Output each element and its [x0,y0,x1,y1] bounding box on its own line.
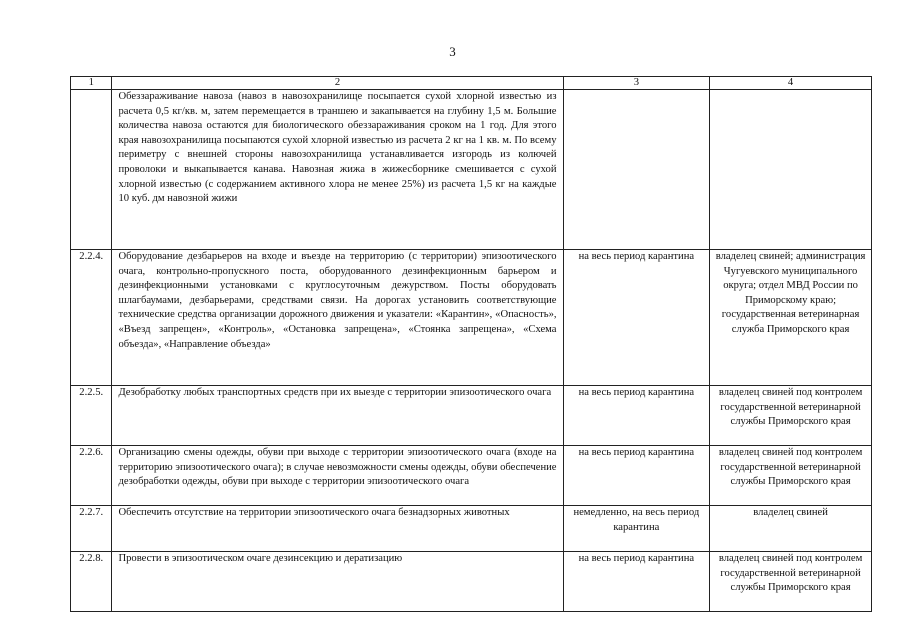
table-row [71,506,872,552]
row-description: Дезобработку любых транспортных средств при их выезде с территории эпизоотического очага [112,386,563,446]
row-number: 2.2.8. [71,552,112,612]
table-row [71,90,872,250]
row-period [563,90,710,250]
table-header-row [71,77,872,90]
table-row [71,250,872,386]
row-period: немедленно, на весь период карантина [563,506,710,552]
row-number: 2.2.5. [71,386,112,446]
measures-table [70,76,872,612]
row-responsible: владелец свиней [710,506,872,552]
row-period: на весь период карантина [563,386,710,446]
header-col-2: 2 [112,77,563,90]
table-row [71,446,872,506]
row-period: на весь период карантина [563,250,710,386]
row-number: 2.2.7. [71,506,112,552]
row-responsible: владелец свиней под контролем государственной ветеринарной службы Приморского края [710,446,872,506]
row-description: Обеспечить отсутствие на территории эпизоотического очага безнадзорных животных [112,506,563,552]
row-number [71,90,112,250]
row-description: Обеззараживание навоза (навоз в навозохранилище посыпается сухой хлорной известью из расчета 0,5 кг/кв. м, затем перемещается в траншею и закапывается на глубину 1,5 м. Большие количества навоза остаются для биологического обеззараживания сроком на 1 год. Для этого края навозохранилища посыпаются сухой хлорной известью из расчета 2 кг на 1 кв. м. По всему периметру с внешней стороны навозохранилища устанавливается изгородь из колючей проволоки и выкапывается канава. Навозная жижа в жижесборнике смешивается с сухой хлорной известью (с содержанием активного хлора не менее 25%) из расчета 1,5 кг на каждые 10 куб. дм навозной жижи [112,90,563,250]
row-description: Организацию смены одежды, обуви при выходе с территории эпизоотического очага (входе на территорию эпизоотического очага); в случае невозможности смены одежды, обуви обеспечение дезобработки одежды, обуви при выходе с территории эпизоотического очага [112,446,563,506]
header-col-1: 1 [71,77,112,90]
row-description: Провести в эпизоотическом очаге дезинсекцию и дератизацию [112,552,563,612]
row-responsible: владелец свиней; администрация Чугуевского муниципального округа; отдел МВД России по Приморскому краю; государственная ветеринарная служба Приморского края [710,250,872,386]
row-description: Оборудование дезбарьеров на входе и въезде на территорию (с территории) эпизоотического очага, контрольно-пропускного поста, оборудованного дезинфекционным барьером и дезинфекционными установками с круглосуточным дежурством. Посты оборудовать шлагбаумами, дезбарьерами, средствами связи. На дорогах установить соответствующие технические средства организации дорожного движения и указатели: «Карантин», «Опасность», «Въезд запрещен», «Контроль», «Остановка запрещена», «Стоянка запрещена», «Схема объезда», «Направление объезда» [112,250,563,386]
table-row [71,552,872,612]
row-responsible [710,90,872,250]
row-responsible: владелец свиней под контролем государственной ветеринарной службы Приморского края [710,386,872,446]
row-responsible: владелец свиней под контролем государственной ветеринарной службы Приморского края [710,552,872,612]
header-col-4: 4 [710,77,872,90]
header-col-3: 3 [563,77,710,90]
table-row [71,386,872,446]
row-period: на весь период карантина [563,552,710,612]
row-number: 2.2.4. [71,250,112,386]
row-period: на весь период карантина [563,446,710,506]
page-number: 3 [449,44,456,59]
row-number: 2.2.6. [71,446,112,506]
